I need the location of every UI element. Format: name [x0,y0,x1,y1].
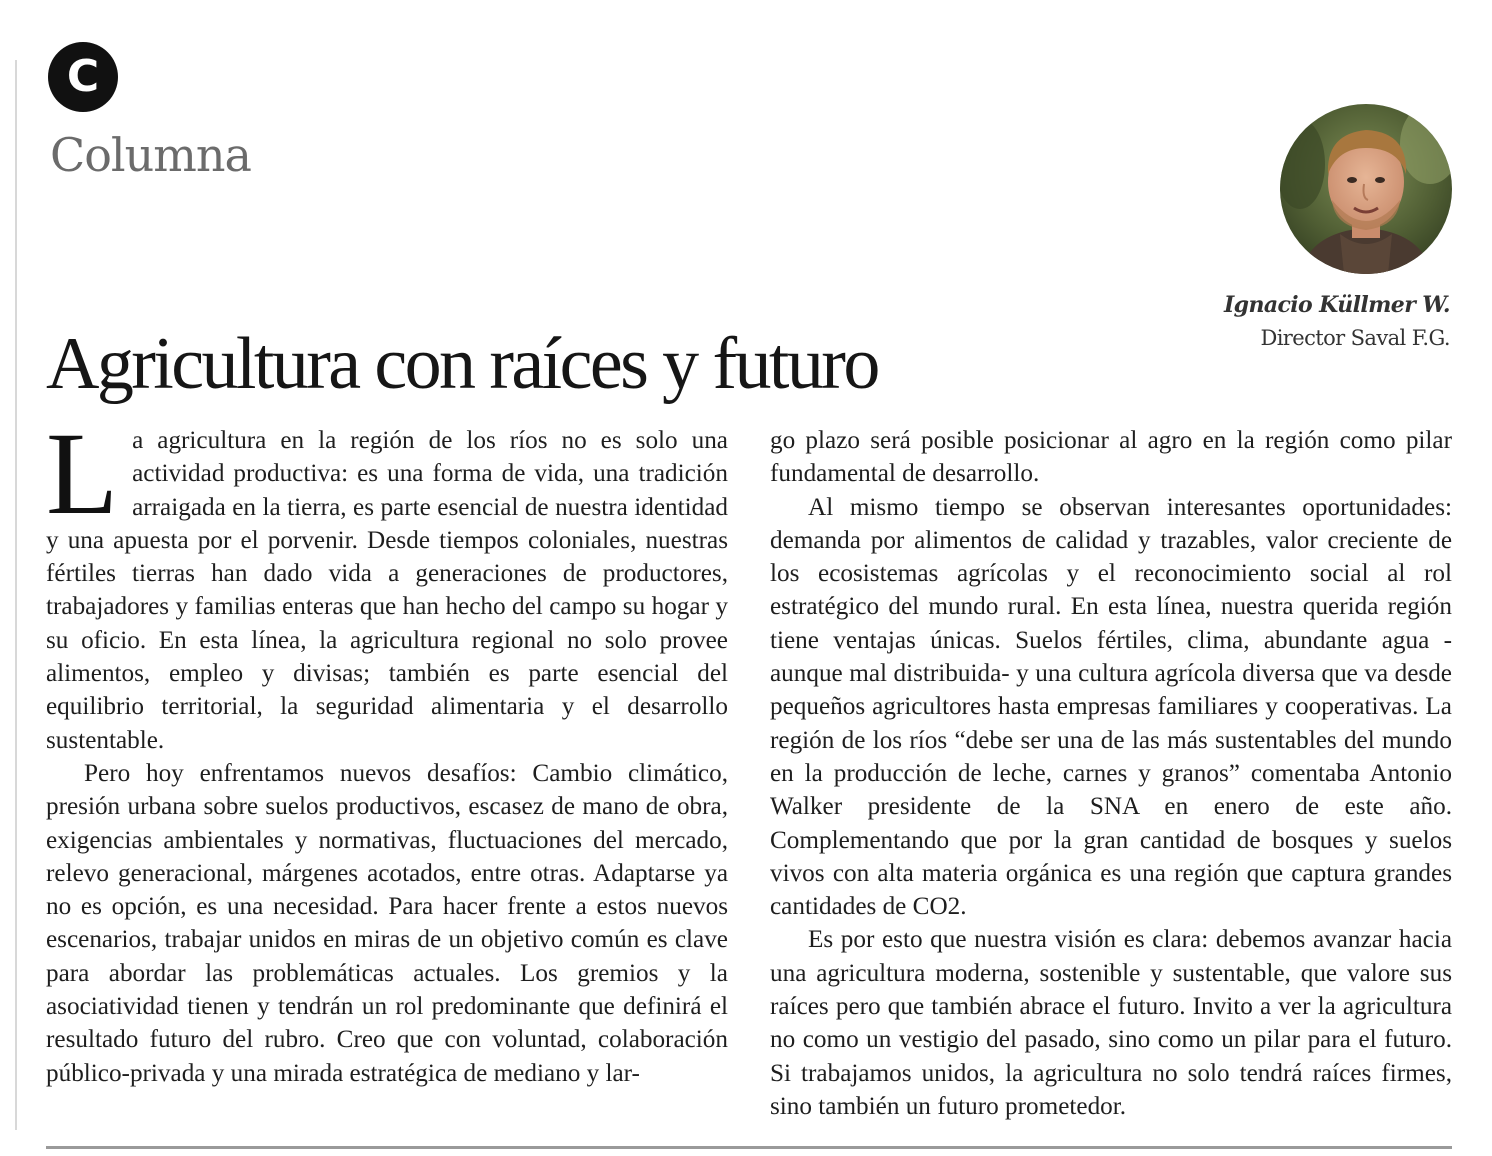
author-role: Director Saval F.G. [1260,326,1450,350]
left-margin-rule [15,60,17,1130]
article-column-left [46,408,728,1090]
author-name: Ignacio Küllmer W. [1223,292,1450,318]
article-paragraph: Es por esto que nuestra visión es clara: debemos avanzar hacia una agricultura moderna, sostenible y sustentable, que valore sus raíces pero que también abrace el futuro. Invito a ver la agricultura no como un vestigio del pasado, sino como un pilar para el futuro. Si trabajamos unidos, la agricultura no solo tendrá raíces firmes, sino también un futuro prometedor. [770,926,1452,1120]
section-label: Columna [50,128,251,182]
article-headline: Agricultura con raíces y futuro [46,323,878,405]
article-paragraph [46,408,728,757]
article-paragraph: Pero hoy enfrentamos nuevos desafíos: Cambio climático, presión urbana sobre suelos productivos, escasez de mano de obra, exigencias ambientales y normativas, fluctuaciones del mercado, relevo generacional, márgenes acotados, entre otras. Adaptarse ya no es opción, es una necesidad. Para hacer frente a estos nuevos escenarios, trabajar unidos en miras de un objetivo común es clave para abordar las problemáticas actuales. Los gremios y la asociatividad tienen y tendrán un rol predominante que definirá el resultado futuro del rubro. Creo que con voluntad, colaboración público-privada y una mirada estratégica de mediano y lar- [46,759,728,1087]
bottom-rule [46,1146,1452,1149]
drop-cap: L [46,408,119,539]
paragraph-text: a agricultura en la región de los ríos no es solo una actividad productiva: es una forma de vida, una tradición arraigada en la tierra, es parte esencial de nuestra identidad y una apuesta por el porvenir. Desde tiempos coloniales, nuestras fértiles tierras han dado vida a generaciones de productores, trabajadores y familias enteras que han hecho del campo su hogar y su oficio. En esta línea, la agricultura regional no solo provee alimentos, empleo y divisas; también es parte esencial del equilibrio territorial, la seguridad alimentaria y el desarrollo sustentable. [46,427,728,754]
article-paragraph: Al mismo tiempo se observan interesantes oportunidades: demanda por alimentos de calidad y trazables, valor creciente de los ecosistemas agrícolas y el reconocimiento social al rol estratégico del mundo rural. En esta línea, nuestra querida región tiene ventajas únicas. Suelos fértiles, clima, abundante agua -aunque mal distribuida- y una cultura agrícola diversa que va desde pequeños agricultores hasta empresas familiares y cooperativas. La región de los ríos “debe ser una de las más sustentables del mundo en la producción de leche, carnes y granos” comentaba Antonio Walker presidente de la SNA en enero de este año. Complementando que por la gran cantidad de bosques y suelos vivos con alta materia orgánica es una región que captura grandes cantidades de CO2. [770,493,1452,921]
author-portrait-icon [1280,104,1452,274]
article-paragraph: go plazo será posible posicionar al agro en la región como pilar fundamental de desarrollo. [770,427,1452,488]
article-column-right [770,424,1452,1123]
section-badge: C [48,42,118,112]
